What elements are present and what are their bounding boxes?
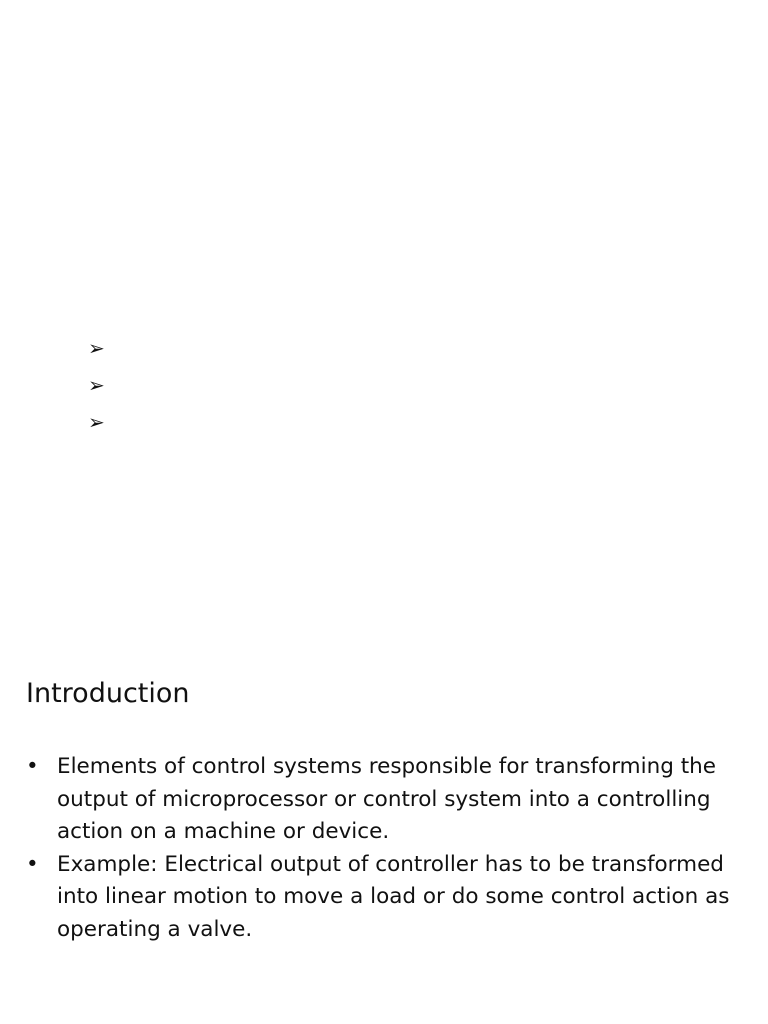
arrow-bullet-icon: ➢ [88, 336, 105, 360]
bullet-text: Example: Electrical output of controller has to be transformed into linear motion to move a load or do some control action as operating a valve. [57, 851, 730, 942]
bullet-list [26, 751, 746, 946]
arrow-bullet-icon: ➢ [88, 410, 105, 434]
arrow-bullet-list [88, 333, 106, 444]
arrow-bullet-item [88, 407, 106, 444]
arrow-bullet-item [88, 370, 106, 407]
bullet-item [26, 849, 746, 947]
bullet-dot-icon: • [26, 754, 39, 779]
bullet-item [26, 751, 746, 849]
arrow-bullet-item [88, 333, 106, 370]
bullet-text: Elements of control systems responsible for transforming the output of microprocessor or control system into a controlling action on a machine or device. [57, 754, 716, 844]
bullet-dot-icon: • [26, 851, 39, 877]
slide-title: Introduction [26, 678, 190, 709]
arrow-bullet-icon: ➢ [88, 373, 105, 397]
